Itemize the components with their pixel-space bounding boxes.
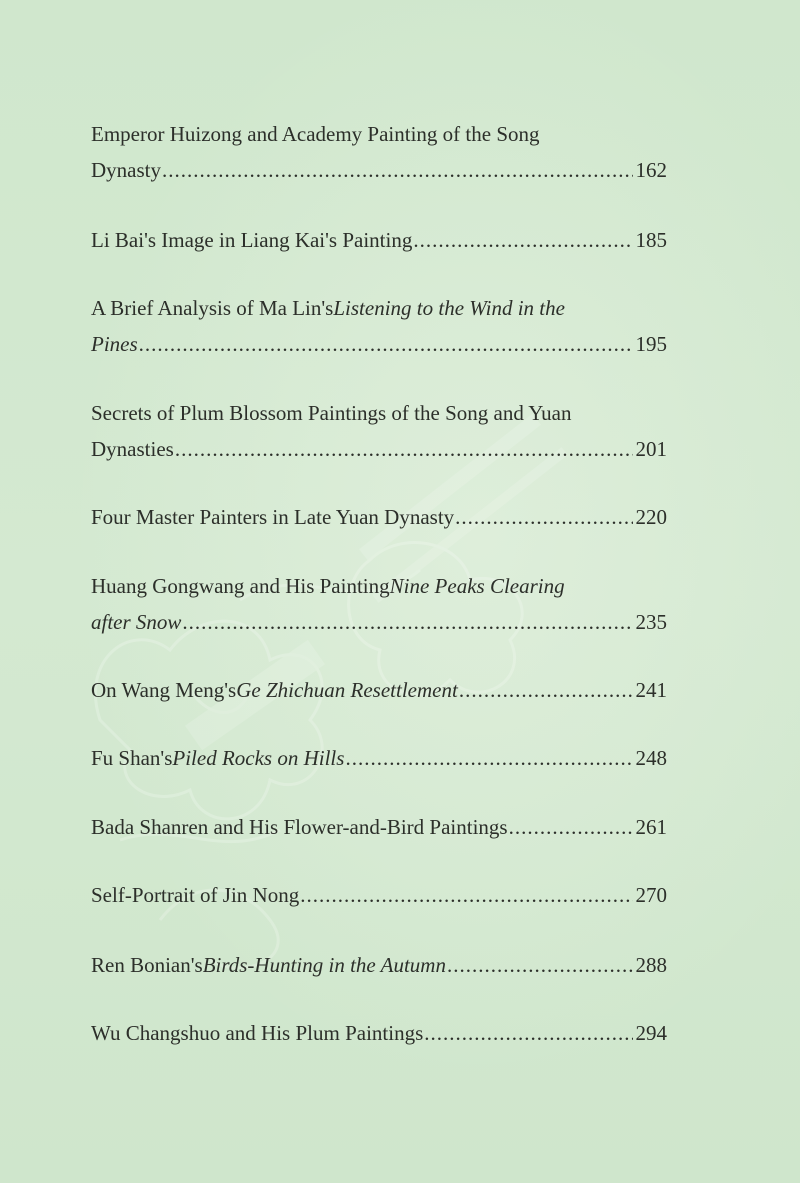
dot-leader (345, 740, 632, 776)
toc-page-number: 288 (635, 953, 667, 977)
toc-entry-title: Bada Shanren and His Flower-and-Bird Paintings (91, 815, 508, 839)
toc-entry-li-bai[interactable] (91, 222, 667, 258)
toc-entry-title-cont: Dynasty (91, 158, 161, 182)
toc-entry-title-cont: Dynasties (91, 437, 174, 461)
toc-entry-artwork-title-cont: Pines (91, 332, 138, 356)
dot-leader (447, 947, 633, 983)
toc-page-number: 195 (635, 332, 667, 356)
toc-entry-wang-meng[interactable] (91, 672, 667, 708)
toc-entry-artwork-title: Listening to the Wind in the (333, 296, 565, 320)
toc-entry-title: Emperor Huizong and Academy Painting of the Song (91, 122, 540, 146)
dot-leader (509, 809, 633, 845)
toc-page-number: 220 (635, 505, 667, 529)
toc-page-number: 235 (635, 610, 667, 634)
dot-leader (139, 326, 633, 362)
toc-entry-four-masters[interactable] (91, 499, 667, 535)
toc-entry-title: Four Master Painters in Late Yuan Dynasty (91, 505, 455, 529)
dot-leader (455, 499, 632, 535)
toc-entry-artwork-title-cont: after Snow (91, 610, 182, 634)
toc-entry-ma-lin[interactable] (91, 290, 667, 362)
toc-entry-title: Self-Portrait of Jin Nong (91, 883, 300, 907)
toc-entry-title: Huang Gongwang and His Painting (91, 574, 390, 598)
toc-entry-bada-shanren[interactable] (91, 809, 667, 845)
toc-entry-jin-nong[interactable] (91, 877, 667, 913)
toc-entry-huang-gongwang[interactable] (91, 568, 667, 640)
toc-entry-wu-changshuo[interactable] (91, 1015, 667, 1051)
toc-page-number: 270 (635, 883, 667, 907)
toc-entry-title: On Wang Meng's (91, 678, 237, 702)
dot-leader (459, 672, 633, 708)
toc-page-number: 201 (635, 437, 667, 461)
toc-entry-huizong[interactable] (91, 116, 667, 188)
toc-entry-plum-blossom[interactable] (91, 395, 667, 467)
dot-leader (300, 877, 632, 913)
toc-entry-artwork-title: Ge Zhichuan Resettlement (236, 678, 458, 702)
dot-leader (413, 222, 632, 258)
toc-entry-title: A Brief Analysis of Ma Lin's (91, 296, 334, 320)
toc-page-number: 294 (635, 1021, 667, 1045)
dot-leader (162, 152, 633, 188)
toc-entry-artwork-title: Nine Peaks Clearing (389, 574, 565, 598)
toc-entry-title: Wu Changshuo and His Plum Paintings (91, 1021, 424, 1045)
toc-entry-artwork-title: Birds-Hunting in the Autumn (202, 953, 446, 977)
toc-page-number: 248 (635, 746, 667, 770)
toc-page-number: 241 (635, 678, 667, 702)
toc-entry-title: Li Bai's Image in Liang Kai's Painting (91, 228, 413, 252)
dot-leader (182, 604, 632, 640)
toc-entry-title: Ren Bonian's (91, 953, 203, 977)
toc-entry-title: Secrets of Plum Blossom Paintings of the Song and Yuan (91, 401, 572, 425)
dot-leader (175, 431, 633, 467)
toc-page-number: 162 (635, 158, 667, 182)
dot-leader (424, 1015, 632, 1051)
toc-entry-fu-shan[interactable] (91, 740, 667, 776)
toc-entry-title: Fu Shan's (91, 746, 173, 770)
toc-entry-ren-bonian[interactable] (91, 947, 667, 983)
toc-page-number: 261 (635, 815, 667, 839)
toc-entry-artwork-title: Piled Rocks on Hills (172, 746, 345, 770)
toc-page-number: 185 (635, 228, 667, 252)
